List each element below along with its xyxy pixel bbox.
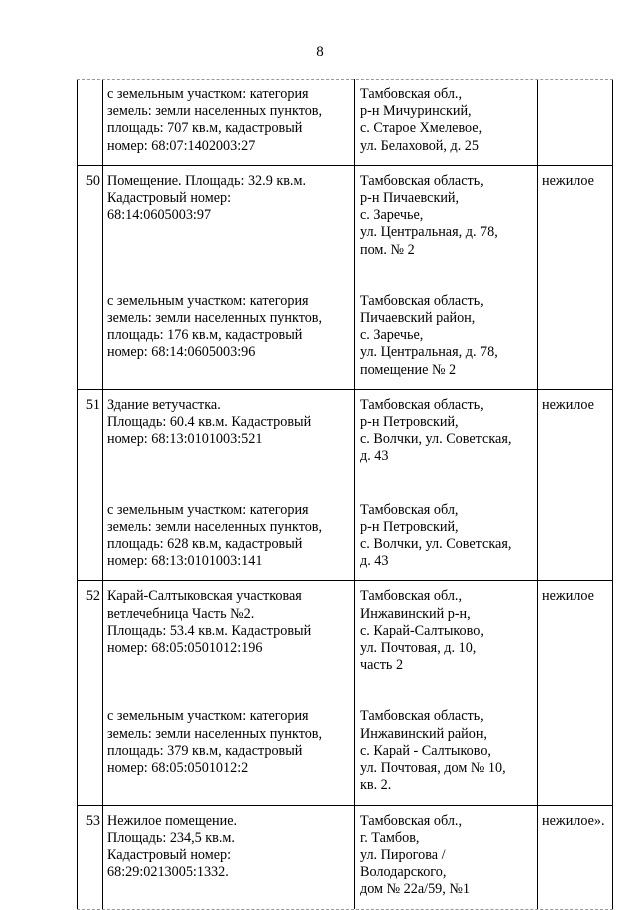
description-line: Помещение. Площадь: 32.9 кв.м. — [107, 172, 306, 189]
address-block — [360, 397, 535, 466]
row-number: 50 — [85, 172, 100, 189]
address-cell — [354, 166, 537, 389]
address-line: кв. 2. — [360, 777, 392, 794]
address-line: р-н Петровский, — [360, 414, 459, 431]
address-line: ул. Белаховой, д. 25 — [360, 137, 479, 154]
description-line: Площадь: 60.4 кв.м. Кадастровый — [107, 414, 312, 431]
address-block — [360, 588, 535, 674]
property-table — [77, 79, 613, 909]
address-line: д. 43 — [360, 553, 389, 570]
description-line: Кадастровый номер: — [107, 190, 232, 207]
description-line: площадь: 707 кв.м, кадастровый — [107, 120, 303, 137]
address-line: с. Карай - Салтыково, — [360, 742, 491, 759]
table-row — [78, 390, 612, 582]
description-cell — [102, 390, 354, 581]
description-block — [107, 502, 352, 571]
address-line: с. Заречье, — [360, 327, 424, 344]
address-cell — [354, 79, 537, 165]
description-block — [107, 588, 352, 674]
address-line: с. Волчки, ул. Советская, — [360, 431, 512, 448]
description-line: номер: 68:13:0101003:521 — [107, 431, 263, 448]
address-line: с. Старое Хмелевое, — [360, 120, 483, 137]
address-line: Тамбовская обл, — [360, 501, 459, 518]
address-block — [360, 502, 535, 571]
row-number — [78, 79, 102, 165]
description-line: Здание ветучастка. — [107, 396, 221, 413]
description-line: 68:14:0605003:97 — [107, 207, 212, 224]
page-number: 8 — [316, 44, 324, 60]
address-line: Пичаевский район, — [360, 310, 476, 327]
address-line: часть 2 — [360, 657, 404, 674]
row-number: 52 — [85, 588, 100, 605]
description-line: земель: земли населенных пунктов, — [107, 103, 323, 120]
table-row — [78, 166, 612, 390]
row-number: 53 — [85, 812, 100, 829]
description-line: номер: 68:07:1402003:27 — [107, 137, 256, 154]
description-cell — [102, 79, 354, 165]
premises-type — [537, 79, 612, 165]
address-line: Инжавинский р-н, — [360, 605, 471, 622]
address-line: д. 43 — [360, 448, 389, 465]
address-line: ул. Почтовая, дом № 10, — [360, 760, 506, 777]
description-line: ветлечебница Часть №2. — [107, 605, 255, 622]
description-block — [107, 813, 352, 899]
address-line: Тамбовская обл., — [360, 588, 462, 605]
description-cell — [102, 166, 354, 389]
address-block — [360, 813, 535, 899]
address-cell — [354, 581, 537, 804]
address-line: Тамбовская область, — [360, 708, 484, 725]
address-cell — [354, 390, 537, 581]
address-line: с. Карай-Салтыково, — [360, 622, 484, 639]
description-line: с земельным участком: категория — [107, 86, 309, 102]
address-line: Тамбовская область, — [360, 172, 484, 189]
address-line: ул. Пирогова / — [360, 846, 446, 863]
description-cell — [102, 806, 354, 909]
address-line: Тамбовская обл., — [360, 86, 462, 102]
description-line: номер: 68:05:0501012:196 — [107, 640, 263, 657]
address-line: р-н Пичаевский, — [360, 190, 460, 207]
address-block — [360, 86, 535, 155]
description-line: Карай-Салтыковская участковая — [107, 588, 302, 605]
table-row — [78, 806, 612, 909]
row-number: 51 — [85, 396, 100, 413]
description-line: номер: 68:13:0101003:141 — [107, 553, 263, 570]
premises-type: нежилое — [537, 581, 612, 804]
address-line: р-н Петровский, — [360, 518, 459, 535]
description-line: площадь: 628 кв.м, кадастровый — [107, 536, 303, 553]
description-line: Площадь: 53.4 кв.м. Кадастровый — [107, 622, 312, 639]
description-line: Кадастровый номер: — [107, 846, 232, 863]
premises-type: нежилое — [537, 390, 612, 581]
address-line: Тамбовская обл., — [360, 812, 462, 829]
description-line: Нежилое помещение. — [107, 812, 238, 829]
description-line: площадь: 379 кв.м, кадастровый — [107, 742, 303, 759]
address-line: р-н Мичуринский, — [360, 103, 472, 120]
description-line: земель: земли населенных пунктов, — [107, 518, 323, 535]
premises-type: нежилое — [537, 166, 612, 389]
description-line: Площадь: 234,5 кв.м. — [107, 829, 235, 846]
address-line: Володарского, — [360, 864, 447, 881]
table-row — [78, 581, 612, 805]
description-line: с земельным участком: категория — [107, 708, 309, 725]
address-line: ул. Почтовая, д. 10, — [360, 640, 477, 657]
description-block — [107, 173, 352, 259]
address-line: помещение № 2 — [360, 361, 457, 378]
address-line: Тамбовская область, — [360, 396, 484, 413]
description-line: 68:29:0213005:1332. — [107, 864, 229, 881]
description-line: с земельным участком: категория — [107, 501, 309, 518]
address-block — [360, 293, 535, 379]
description-line: земель: земли населенных пунктов, — [107, 310, 323, 327]
address-line: с. Заречье, — [360, 207, 424, 224]
description-line: номер: 68:05:0501012:2 — [107, 760, 249, 777]
address-cell — [354, 806, 537, 909]
address-block — [360, 708, 535, 794]
description-cell — [102, 581, 354, 804]
description-line: номер: 68:14:0605003:96 — [107, 344, 256, 361]
description-block — [107, 293, 352, 379]
address-line: дом № 22а/59, №1 — [360, 881, 470, 898]
description-line: земель: земли населенных пунктов, — [107, 725, 323, 742]
address-line: ул. Центральная, д. 78, — [360, 344, 498, 361]
address-line: Инжавинский район, — [360, 725, 487, 742]
premises-type: нежилое». — [537, 806, 612, 909]
description-line: площадь: 176 кв.м, кадастровый — [107, 327, 303, 344]
address-line: ул. Центральная, д. 78, — [360, 224, 498, 241]
description-block — [107, 708, 352, 794]
address-line: пом. № 2 — [360, 241, 415, 258]
description-line: с земельным участком: категория — [107, 292, 309, 309]
address-line: г. Тамбов, — [360, 829, 420, 846]
description-block — [107, 86, 352, 155]
table-row — [78, 79, 612, 166]
address-block — [360, 173, 535, 259]
address-line: с. Волчки, ул. Советская, — [360, 536, 512, 553]
description-block — [107, 397, 352, 466]
address-line: Тамбовская область, — [360, 292, 484, 309]
